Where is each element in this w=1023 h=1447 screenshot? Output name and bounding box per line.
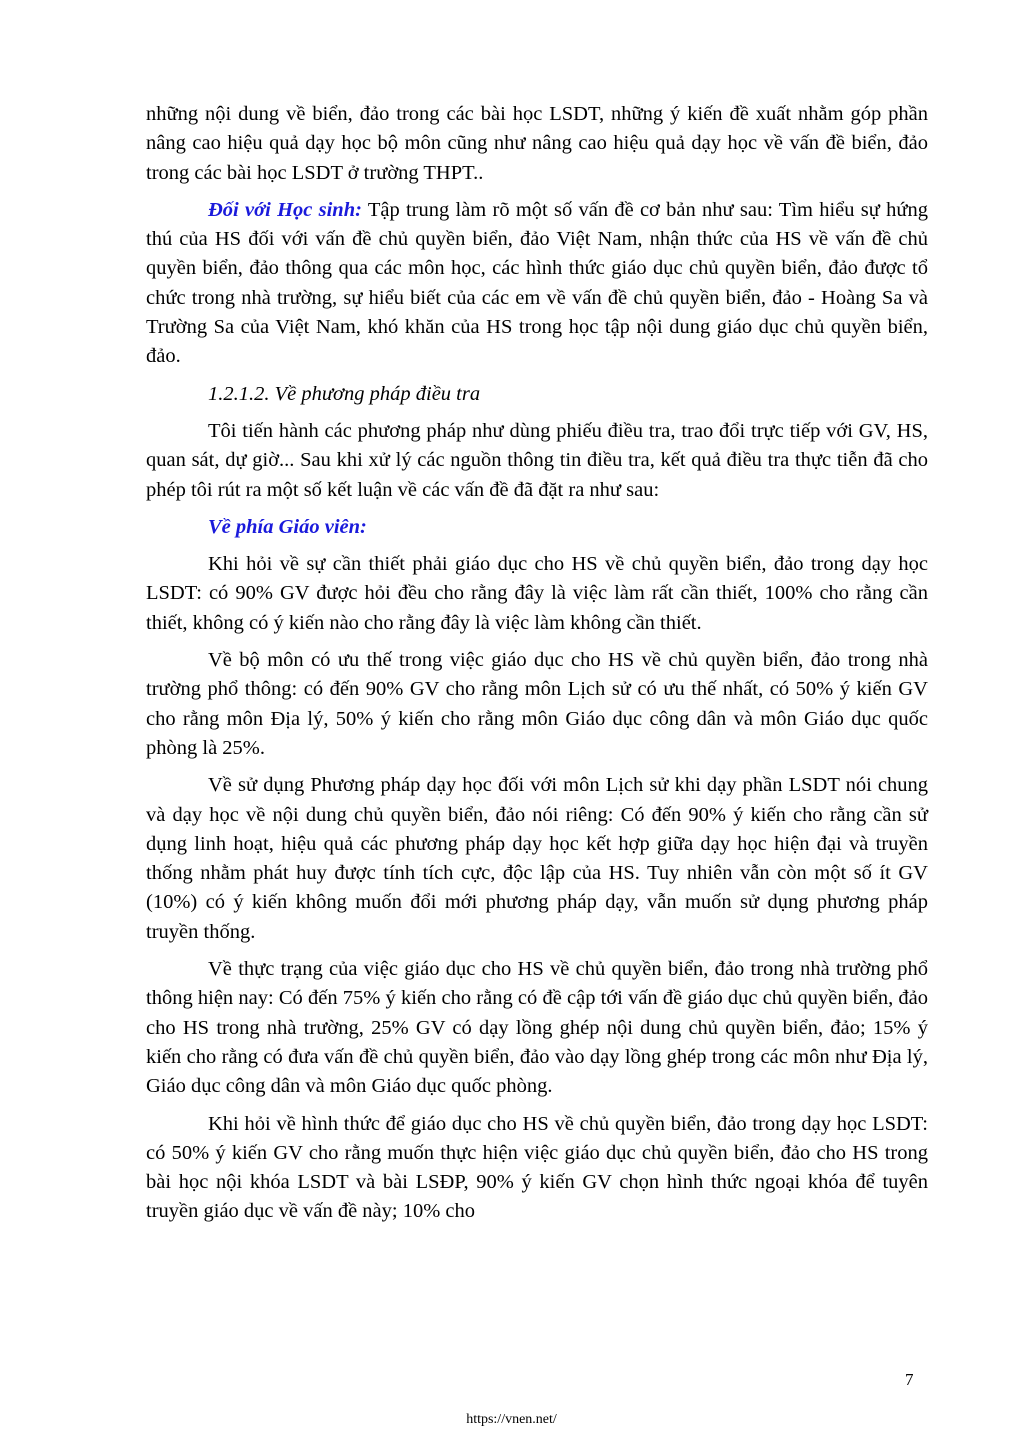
- paragraph-necessity: Khi hỏi về sự cần thiết phải giáo dục cho HS về chủ quyền biển, đảo trong dạy học LSDT: có 90% GV được hỏi đều cho rằng đây là việc làm rất cần thiết, 100% cho rằng cần thiết, không có ý kiến nào cho rằng đây là việc làm không cần thiết.: [146, 553, 928, 634]
- footer-url[interactable]: https://vnen.net/: [466, 1412, 557, 1427]
- paragraph-students: [146, 196, 928, 372]
- page-number: 7: [905, 1370, 914, 1389]
- paragraph-survey-method: Tôi tiến hành các phương pháp như dùng phiếu điều tra, trao đổi trực tiếp với GV, HS, quan sát, dự giờ... Sau khi xử lý các nguồn thông tin điều tra, kết quả điều tra thực tiễn đã cho phép tôi rút ra một số kết luận về các vấn đề đã đặt ra như sau:: [146, 419, 928, 501]
- paragraph-teaching-methods: Về sử dụng Phương pháp dạy học đối với môn Lịch sử khi dạy phần LSDT nói chung và dạy học về nội dung chủ quyền biển, đảo nói riêng: Có đến 90% ý kiến cho rằng cần sử dụng linh hoạt, hiệu quả các phương pháp dạy học kết hợp giữa dạy học hiện đại và truyền thống nhằm phát huy được tính tích cực, độc lập của HS. Tuy nhiên vẫn còn một số ít GV (10%) có ý kiến không muốn đổi mới phương pháp dạy, vẫn muốn sử dụng phương pháp truyền thống.: [146, 774, 928, 943]
- subheading-survey-method: 1.2.1.2. Về phương pháp điều tra: [208, 382, 481, 405]
- heading-teachers: Về phía Giáo viên:: [208, 515, 367, 538]
- paragraph-students-text: Tập trung làm rõ một số vấn đề cơ bản như sau: Tìm hiểu sự hứng thú của HS đối với vấn đề chủ quyền biển, đảo Việt Nam, nhận thức của HS về vấn đề chủ quyền biển, đảo thông qua các môn học, các hình thức giáo dục chủ quyền biển, đảo được tổ chức trong nhà trường, sự hiểu biết của các em về vấn đề chủ quyền biển, đảo - Hoàng Sa và Trường Sa của Việt Nam, khó khăn của HS trong học tập nội dung giáo dục chủ quyền biển, đảo.: [146, 198, 928, 368]
- paragraph-teachers-heading: [146, 513, 928, 542]
- document-body: [146, 100, 928, 1227]
- heading-students: Đối với Học sinh:: [208, 198, 362, 221]
- paragraph-current-status: Về thực trạng của việc giáo dục cho HS về chủ quyền biển, đảo trong nhà trường phổ thông hiện nay: Có đến 75% ý kiến cho rằng có đề cập tới vấn đề giáo dục chủ quyền biển, đảo cho HS trong nhà trường, 25% GV có dạy lồng ghép nội dung chủ quyền biển, đảo; 15% ý kiến cho rằng có đưa vấn đề chủ quyền biển, đảo vào dạy lồng ghép trong các môn như Địa lý, Giáo dục công dân và môn Giáo dục quốc phòng.: [146, 958, 928, 1098]
- paragraph-intro-continuation: những nội dung về biển, đảo trong các bài học LSDT, những ý kiến đề xuất nhằm góp phần nâng cao hiệu quả dạy học bộ môn cũng như nâng cao hiệu quả dạy học về vấn đề biển, đảo trong các bài học LSDT ở trường THPT..: [146, 103, 928, 184]
- paragraph-education-forms: Khi hỏi về hình thức để giáo dục cho HS về chủ quyền biển, đảo trong dạy học LSDT: có 50% ý kiến GV cho rằng muốn thực hiện việc giáo dục chủ quyền biển, đảo cho HS trong bài học nội khóa LSDT và bài LSĐP, 90% ý kiến GV chọn hình thức ngoại khóa để tuyên truyền giáo dục về vấn đề này; 10% cho: [146, 1112, 928, 1223]
- paragraph-subject-advantage: Về bộ môn có ưu thế trong việc giáo dục cho HS về chủ quyền biển, đảo trong nhà trường phổ thông: có đến 90% GV cho rằng môn Lịch sử có ưu thế nhất, có 50% ý kiến GV cho rằng môn Địa lý, 50% ý kiến cho rằng môn Giáo dục công dân và môn Giáo dục quốc phòng là 25%.: [146, 649, 928, 759]
